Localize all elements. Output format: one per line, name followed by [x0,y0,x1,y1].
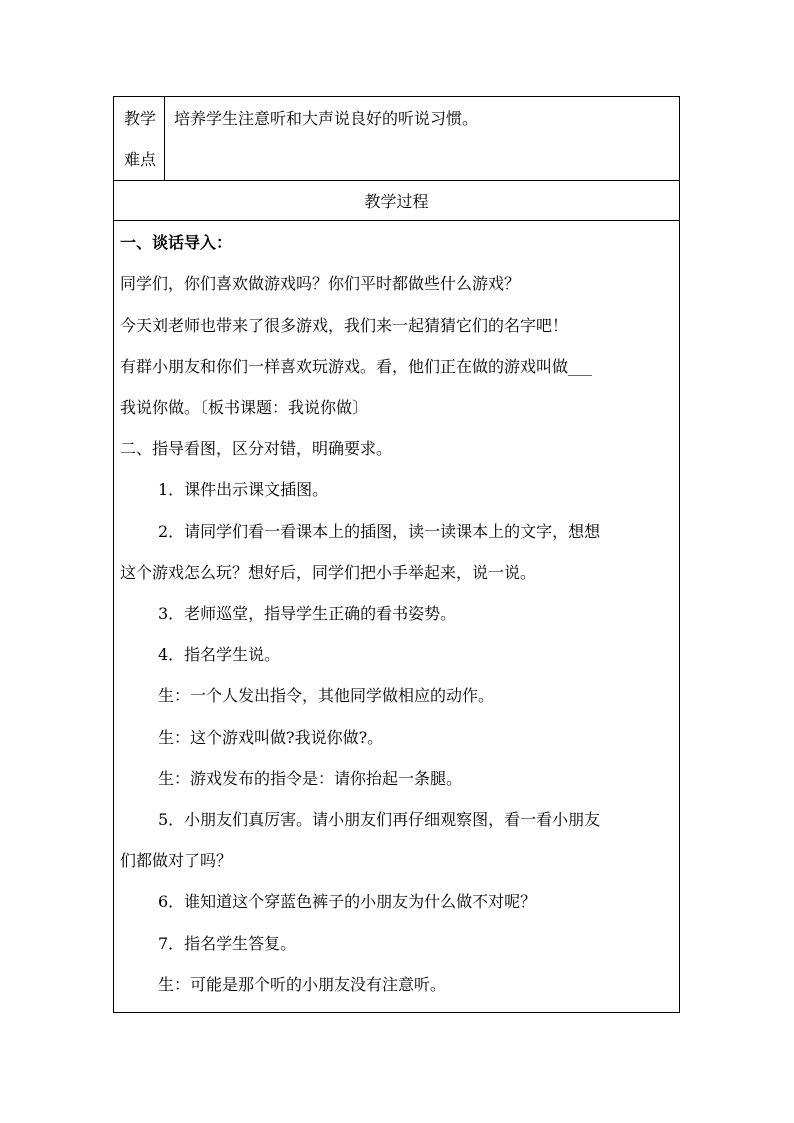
process-body-cell [114,221,679,1012]
list-item: 4．指名学生说。 [158,645,281,664]
lesson-plan-table [113,96,680,1013]
list-item: 3．老师巡堂，指导学生正确的看书姿势。 [158,604,457,623]
list-item-continuation: 们都做对了吗？ [120,851,233,870]
process-header: 教学过程 [364,192,429,211]
student-answer: 生：这个游戏叫做?我说你做?。 [158,728,384,747]
student-answer: 生：一个人发出指令，其他同学做相应的动作。 [158,686,495,705]
list-item: 6．谁知道这个穿蓝色裤子的小朋友为什么做不对呢？ [158,892,537,911]
student-answer: 生：游戏发布的指令是：请你抬起一条腿。 [158,769,463,788]
list-item-continuation: 这个游戏怎么玩？想好后，同学们把小手举起来，说一说。 [120,563,537,582]
difficulty-label-line1: 教学 [124,109,157,128]
list-item: 1．课件出示课文插图。 [158,480,329,499]
list-item: 5．小朋友们真厉害。请小朋友们再仔细观察图，看一看小朋友 [158,810,601,829]
list-item: 2．请同学们看一看课本上的插图，读一读课本上的文字，想想 [158,522,601,541]
paragraph-line: 同学们，你们喜欢做游戏吗？你们平时都做些什么游戏？ [120,274,521,293]
student-answer: 生：可能是那个听的小朋友没有注意听。 [158,975,447,994]
difficulty-label-line2: 难点 [124,150,157,169]
paragraph-line: 今天刘老师也带来了很多游戏，我们来一起猜猜它们的名字吧！ [120,316,569,335]
difficulty-content-cell [165,97,679,180]
section-heading: 一、谈话导入： [120,233,233,252]
process-header-row [114,181,679,221]
list-item: 7．指名学生答复。 [158,934,297,953]
difficulty-row [114,97,679,181]
difficulty-label-cell [114,97,165,180]
paragraph-line: 有群小朋友和你们一样喜欢玩游戏。看，他们正在做的游戏叫做___ [120,357,593,376]
difficulty-text: 培养学生注意听和大声说良好的听说习惯。 [174,109,479,128]
paragraph-line: 我说你做。〔板书课题：我说你做〕 [120,398,369,417]
section-heading: 二、指导看图，区分对错，明确要求。 [120,439,393,458]
